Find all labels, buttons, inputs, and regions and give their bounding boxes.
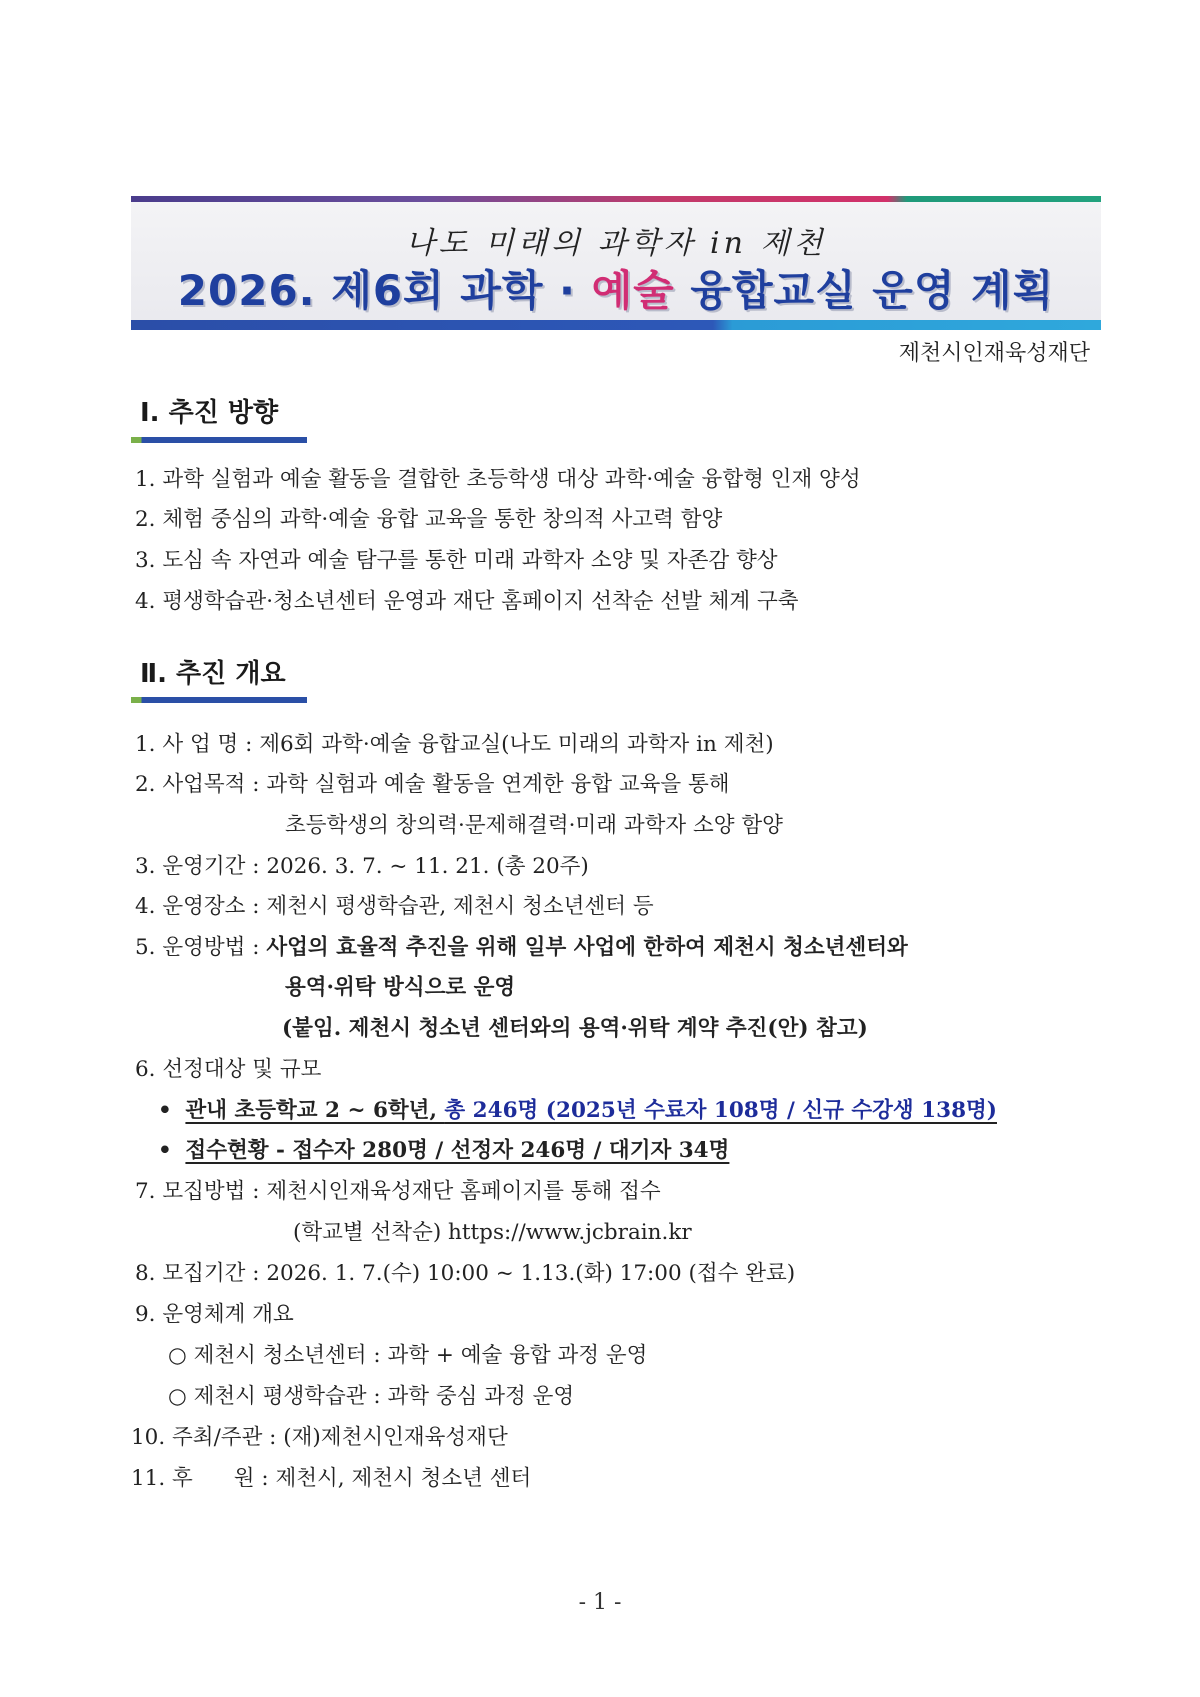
organization-name: 제천시인재육성재단 (898, 341, 1090, 366)
direction-item-1: 1. 과학 실험과 예술 활동을 결합한 초등학생 대상 과학·예술 융합형 인재 양성 (135, 467, 861, 492)
title-part-3: 융합교실 운영 계획 (674, 266, 1055, 315)
overview-host: 10. 주최/주관 : (재)제천시인재육성재단 (131, 1425, 508, 1450)
target-scope-total: 총 246명 (2025년 수료자 108명 / 신규 수강생 138명) (444, 1098, 997, 1123)
overview-purpose-cont: 초등학생의 창의력·문제해결력·미래 과학자 소양 함양 (285, 813, 783, 838)
target-scope-text (185, 1098, 997, 1123)
banner-bottom-stripe (131, 320, 1101, 330)
page-number: - 1 - (578, 1590, 622, 1615)
banner-top-stripe (131, 196, 1101, 202)
overview-purpose: 2. 사업목적 : 과학 실험과 예술 활동을 연계한 융합 교육을 통해 (135, 772, 730, 797)
overview-period: 3. 운영기간 : 2026. 3. 7. ~ 11. 21. (총 20주) (135, 854, 589, 879)
direction-item-4: 4. 평생학습관·청소년센터 운영과 재단 홈페이지 선착순 선발 체계 구축 (135, 589, 799, 614)
section-2-underline (131, 697, 307, 703)
document-title (131, 258, 1101, 318)
overview-location: 4. 운영장소 : 제천시 평생학습관, 제천시 청소년센터 등 (135, 894, 654, 919)
overview-system: 9. 운영체계 개요 (135, 1302, 294, 1327)
target-bullet-2 (158, 1133, 729, 1164)
bullet-icon: • (158, 1138, 172, 1163)
overview-method-text: 사업의 효율적 추진을 위해 일부 사업에 한하여 제천시 청소년센터와 (266, 935, 908, 960)
system-item-lifelong-center: ○ 제천시 평생학습관 : 과학 중심 과정 운영 (168, 1384, 575, 1409)
overview-recruit-period: 8. 모집기간 : 2026. 1. 7.(수) 10:00 ~ 1.13.(화) 17:00 (접수 완료) (135, 1261, 796, 1286)
direction-item-3: 3. 도심 속 자연과 예술 탐구를 통한 미래 과학자 소양 및 자존감 향상 (135, 548, 778, 573)
bullet-icon: • (158, 1098, 172, 1123)
overview-recruit-method-cont: (학교별 선착순) https://www.jcbrain.kr (293, 1220, 692, 1245)
overview-method-cont-1: 용역·위탁 방식으로 운영 (285, 975, 516, 1000)
overview-method-cont-2: (붙임. 제천시 청소년 센터와의 용역·위탁 계약 추진(안) 참고) (282, 1016, 868, 1041)
title-banner (131, 196, 1101, 330)
section-2-heading: Ⅱ. 추진 개요 (140, 659, 286, 689)
banner-subtitle: 나도 미래의 과학자 in 제천 (405, 226, 827, 261)
application-status: 접수현황 - 접수자 280명 / 선정자 246명 / 대기자 34명 (185, 1138, 730, 1163)
target-scope-grades: 관내 초등학교 2 ~ 6학년, (185, 1098, 445, 1123)
overview-method (135, 930, 908, 961)
target-bullet-1 (158, 1093, 997, 1124)
section-1-underline (131, 437, 307, 443)
overview-recruit-method: 7. 모집방법 : 제천시인재육성재단 홈페이지를 통해 접수 (135, 1179, 661, 1204)
overview-method-label: 5. 운영방법 : (135, 935, 267, 960)
overview-target: 6. 선정대상 및 규모 (135, 1057, 322, 1082)
overview-sponsor: 11. 후 원 : 제천시, 제천시 청소년 센터 (131, 1466, 532, 1491)
section-1-heading: Ⅰ. 추진 방향 (140, 398, 279, 428)
direction-item-2: 2. 체험 중심의 과학·예술 융합 교육을 통한 창의적 사고력 함양 (135, 507, 723, 532)
title-part-2: 예술 (591, 266, 675, 315)
title-part-1: 2026. 제6회 과학 · (177, 266, 592, 315)
overview-project-name: 1. 사 업 명 : 제6회 과학·예술 융합교실(나도 미래의 과학자 in 제천) (135, 732, 774, 757)
system-item-youth-center: ○ 제천시 청소년센터 : 과학 + 예술 융합 과정 운영 (168, 1343, 648, 1368)
